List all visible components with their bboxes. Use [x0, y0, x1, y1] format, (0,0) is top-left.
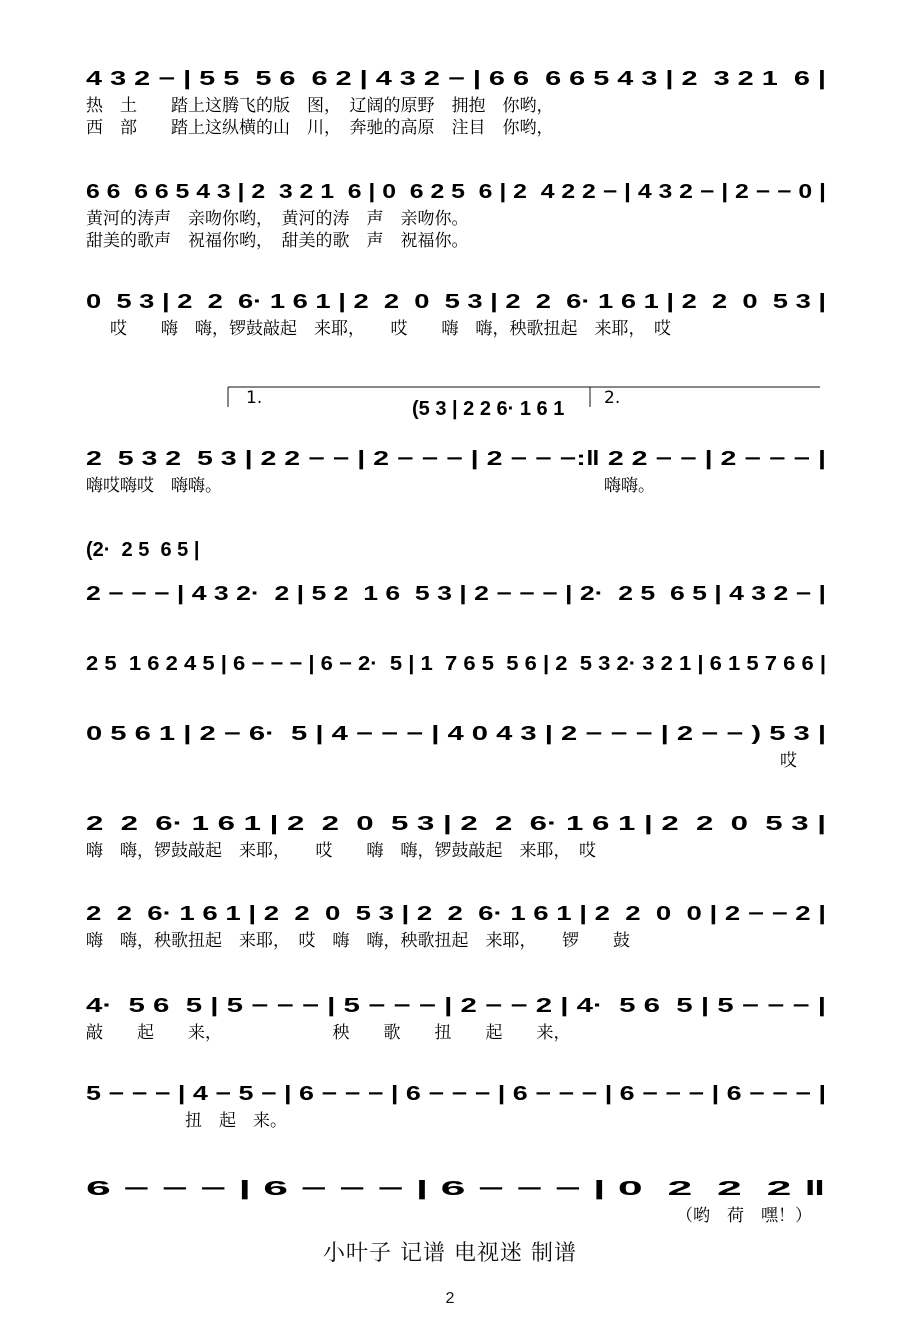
- credit-line: 小叶子 记谱 电视迷 制谱: [323, 1241, 577, 1266]
- lyric-line: 嗨嗨。: [604, 476, 655, 496]
- lyric-line: 嗨 嗨，锣鼓敲起 来耶， 哎 嗨 嗨，锣鼓敲起 来耶， 哎: [86, 841, 596, 861]
- notation-line: 2 − − − | 4 3 2· 2 | 5 2 1 6 5 3 | 2 − − − | 2· 2 5 6 5 | 4 3 2 − |: [86, 583, 826, 605]
- volta-1-label: 1.: [246, 388, 263, 408]
- lyric-line: 扭 起 来。: [185, 1111, 287, 1131]
- notation-line: 2 2 6· 1 6 1 | 2 2 0 5 3 | 2 2 6· 1 6 1 | 2 2 0 5 3 |: [86, 813, 826, 835]
- bracket-notation: (5 3 | 2 2 6· 1 6 1: [412, 398, 565, 420]
- notation-line: 2 5 1 6 2 4 5 | 6 − − − | 6 − 2· 5 | 1 7 6 5 5 6 | 2 5 3 2· 3 2 1 | 6 1 5 7 6 6 |: [86, 653, 826, 675]
- lyric-line: 甜美的歌声 祝福你哟， 甜美的歌 声 祝福你。: [86, 231, 469, 251]
- lyric-line: 哎: [780, 751, 797, 771]
- notation-line: 6 6 6 6 5 4 3 | 2 3 2 1 6 | 0 6 2 5 6 | 2 4 2 2 − | 4 3 2 − | 2 − − 0 |: [86, 181, 826, 203]
- intro-notation: (2· 2 5 6 5 |: [86, 539, 200, 561]
- lyric-line: 黄河的涛声 亲吻你哟， 黄河的涛 声 亲吻你。: [86, 209, 469, 229]
- notation-line: 0 5 3 | 2 2 6· 1 6 1 | 2 2 0 5 3 | 2 2 6· 1 6 1 | 2 2 0 5 3 |: [86, 291, 826, 313]
- lyric-line: 热 土 踏上这腾飞的版 图， 辽阔的原野 拥抱 你哟，: [86, 96, 554, 116]
- page-number: 2: [445, 1290, 455, 1307]
- lyric-line: 哎 嗨 嗨，锣鼓敲起 来耶， 哎 嗨 嗨，秧歌扭起 来耶， 哎: [110, 319, 671, 339]
- notation-line: 2 5 3 2 5 3 | 2 2 − − | 2 − − − | 2 − − −:‖ 2 2 − − | 2 − − − |: [86, 448, 826, 470]
- notation-line: 0 5 6 1 | 2 − 6· 5 | 4 − − − | 4 0 4 3 | 2 − − − | 2 − − ) 5 3 |: [86, 723, 826, 745]
- notation-line: 6 − − − | 6 − − − | 6 − − − | 0 2 2 2 ‖: [86, 1178, 826, 1200]
- lyric-line: 敲 起 来， 秧 歌 扭 起 来，: [86, 1023, 571, 1043]
- notation-line: 4 3 2 − | 5 5 5 6 6 2 | 4 3 2 − | 6 6 6 6 5 4 3 | 2 3 2 1 6 |: [86, 68, 826, 90]
- lyric-line: （哟 荷 嘿！）: [676, 1206, 812, 1226]
- notation-line: 5 − − − | 4 − 5 − | 6 − − − | 6 − − − | 6 − − − | 6 − − − | 6 − − − |: [86, 1083, 826, 1105]
- lyric-line: 嗨哎嗨哎 嗨嗨。: [86, 476, 222, 496]
- lyric-line: 嗨 嗨，秧歌扭起 来耶， 哎 嗨 嗨，秧歌扭起 来耶， 锣 鼓: [86, 931, 630, 951]
- volta-2-label: 2.: [604, 388, 621, 408]
- notation-line: 4· 5 6 5 | 5 − − − | 5 − − − | 2 − − 2 | 4· 5 6 5 | 5 − − − |: [86, 995, 826, 1017]
- notation-line: 2 2 6· 1 6 1 | 2 2 0 5 3 | 2 2 6· 1 6 1 | 2 2 0 0 | 2 − − 2 |: [86, 903, 826, 925]
- lyric-line: 西 部 踏上这纵横的山 川， 奔驰的高原 注目 你哟，: [86, 118, 554, 138]
